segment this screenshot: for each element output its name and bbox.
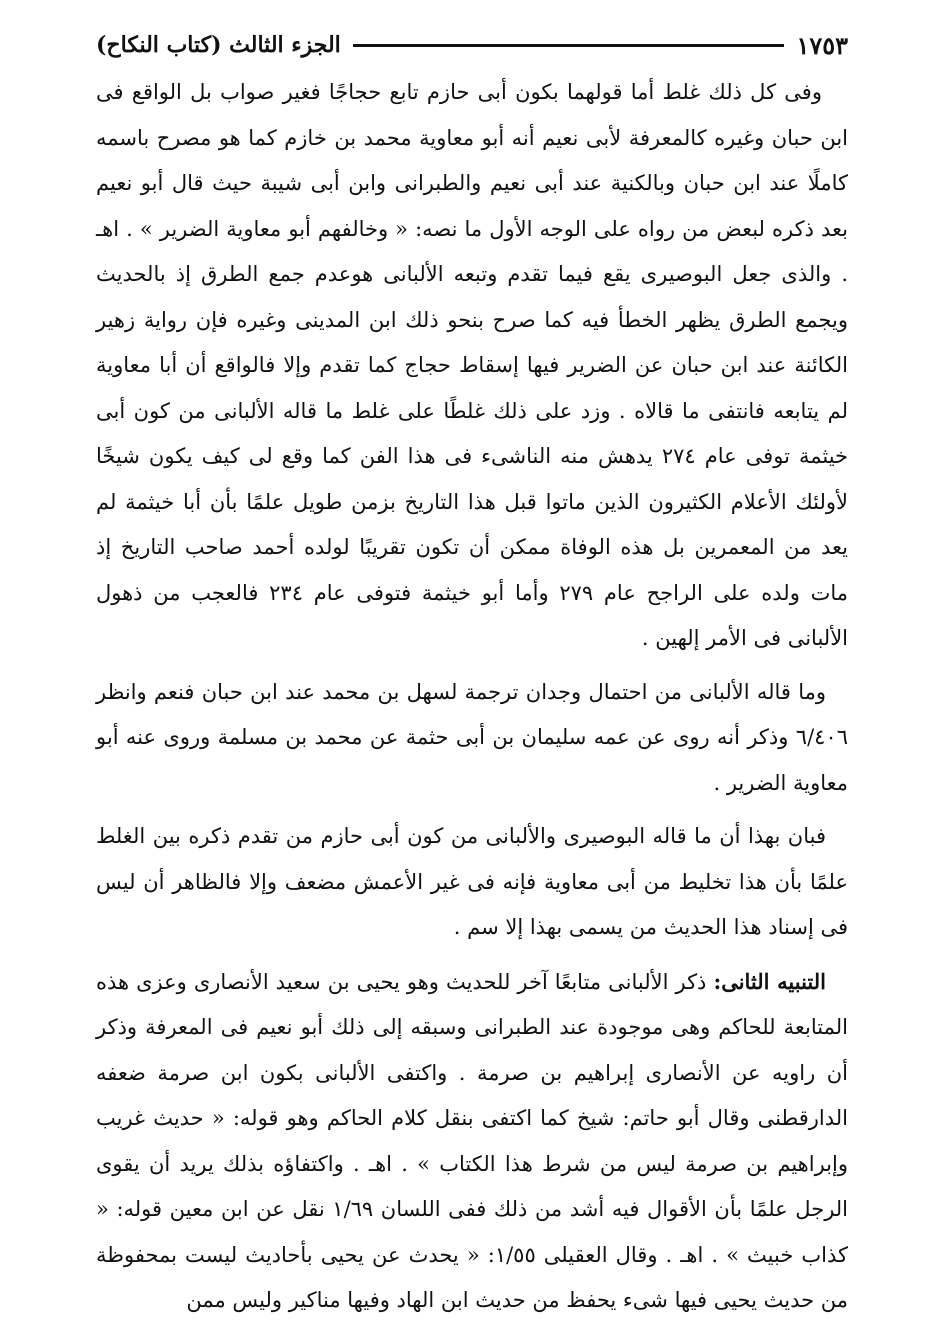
paragraph-1: [96, 70, 848, 662]
paragraph-4-lead: التنبيه الثانى:: [713, 968, 826, 994]
running-title: الجزء الثالث (كتاب النكاح): [96, 32, 341, 58]
paragraph-1-text: وفى كل ذلك غلط أما قولهما بكون أبى حازم تابع حجاجًا فغير صواب بل الواقع فى ابن حبان وغيره كالمعرفة لأبى نعيم أنه أبو معاوية محمد بن خازم كما هو مصرح باسمه كاملًا عند ابن حبان وبالكنية عند أبى نعيم والطبرانى وابن أبى شيبة حيث قال أبو نعيم بعد ذكره لبعض من رواه على الوجه الأول ما نصه: « وخالفهم أبو معاوية الضرير » . اهـ . والذى جعل البوصيرى يقع فيما تقدم وتبعه الألبانى هوعدم جمع الطرق إذ بالحديث ويجمع الطرق يظهر الخطأ فيه كما صرح بنحو ذلك ابن المدينى وغيره فإن رواية زهير الكائنة عند ابن حبان عن الضرير فيها إسقاط حجاج كما تقدم وإلا فالواقع أن أبا معاوية لم يتابعه فانتفى ما قالاه . وزد على ذلك غلطًا على غلط ما قاله الألبانى من كون أبى خيثمة توفى عام ٢٧٤ يدهش منه الناشىء فى هذا الفن كما وقع لى كيف يكون شيخًا لأولئك الأعلام الكثيرون الذين ماتوا قبل هذا التاريخ بزمن طويل علمًا بأن أبا خيثمة لم يعد من المعمرين بل هذه الوفاة ممكن أن تكون تقريبًا لولده أحمد صاحب التاريخ إذ مات ولده على الراجح عام ٢٧٩ وأما أبو خيثمة فتوفى عام ٢٣٤ فالعجب من ذهول الألبانى فى الأمر إلهين .: [96, 80, 849, 650]
page-body: [96, 70, 848, 1332]
header-rule: [353, 44, 785, 47]
paragraph-2: [96, 670, 848, 807]
page-header: [96, 28, 848, 62]
paragraph-2-text: وما قاله الألبانى من احتمال وجدان ترجمة لسهل بن محمد عند ابن حبان فنعم وانظر ٦/٤٠٦ وذكر أنه روى عن عمه سليمان بن أبى حثمة عن محمد بن مسلمة وروى عنه أبو معاوية الضرير .: [96, 679, 848, 795]
paragraph-3-text: فبان بهذا أن ما قاله البوصيرى والألبانى من كون أبى حازم من تقدم ذكره بين الغلط علمًا بأن هذا تخليط من أبى معاوية فإنه فى غير الأعمش مضعف وإلا فالظاهر أن ليس فى إسناد هذا الحديث من يسمى بهذا إلا سم .: [96, 824, 848, 939]
page-number: ١٧٥٣: [796, 30, 848, 60]
paragraph-3: [96, 814, 848, 951]
paragraph-4: [96, 959, 848, 1324]
paragraph-4-text: ذكر الألبانى متابعًا آخر للحديث وهو يحيى بن سعيد الأنصارى وعزى هذه المتابعة للحاكم وهى موجودة عند الطبرانى وسبقه إلى ذلك أبو نعيم فى المعرفة وذكر أن راويه عن الأنصارى إبراهيم بن صرمة . واكتفى الألبانى بكون ابن صرمة ضعفه الدارقطنى وقال أبو حاتم: شيخ كما اكتفى بنقل كلام الحاكم وهو قوله: « حديث غريب وإبراهيم بن صرمة ليس من شرط هذا الكتاب » . اهـ . واكتفاؤه بذلك يريد أن يقوى الرجل علمًا بأن الأقوال فيه أشد من ذلك ففى اللسان ١/٦٩ نقل عن ابن معين قوله: « كذاب خبيث » . اهـ . وقال العقيلى ١/٥٥: « يحدث عن يحيى بأحاديث ليست بمحفوظة من حديث يحيى فيها شىء يحفظ من حديث ابن الهاد وفيها مناكير وليس ممن: [96, 969, 849, 1312]
